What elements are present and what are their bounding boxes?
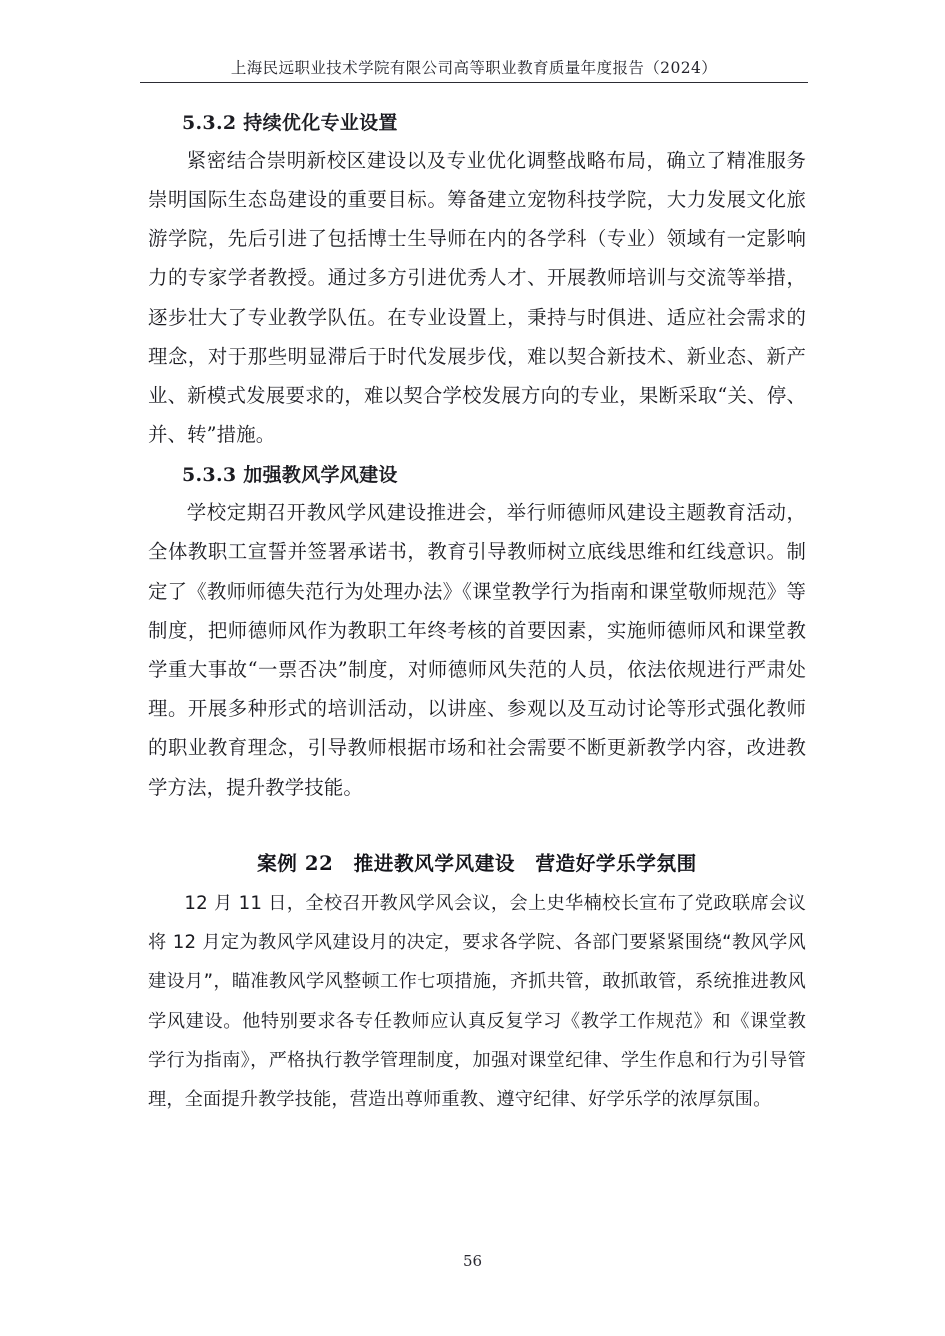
section-heading-5-3-3: 5.3.3 加强教风学风建设 xyxy=(182,464,398,487)
case-study-title: 案例 22 推进教风学风建设 营造好学乐学氛围 xyxy=(257,851,697,875)
section-paragraph-5-3-2: 紧密结合崇明新校区建设以及专业优化调整战略布局，确立了精准服务崇明国际生态岛建设的重要目标。筹备建立宠物科技学院，大力发展文化旅游学院，先后引进了包括博士生导师在内的各学科（专业）领域有一定影响力的专家学者教授。通过多方引进优秀人才、开展教师培训与交流等举措，逐步壮大了专业教学队伍。在专业设置上，秉持与时俱进、适应社会需求的理念，对于那些明显滞后于时代发展步伐，难以契合新技术、新业态、新产业、新模式发展要求的，难以契合学校发展方向的专业，果断采取“关、停、并、转”措施。 xyxy=(148,148,806,447)
case-study-body: 12 月 11 日，全校召开教风学风会议，会上史华楠校长宣布了党政联席会议将 12 月定为教风学风建设月的决定，要求各学院、各部门要紧紧围绕“教风学风建设月”，瞄准教风学风整顿工作七项措施，齐抓共管，敢抓敢管，系统推进教风学风建设。他特别要求各专任教师应认真反复学习《教学工作规范》和《课堂教学行为指南》，严格执行教学管理制度，加强对课堂纪律、学生作息和行为引导管理，全面提升教学技能，营造出尊师重教、遵守纪律、好学乐学的浓厚氛围。 xyxy=(148,893,806,1111)
section-heading-5-3-2: 5.3.2 持续优化专业设置 xyxy=(182,112,398,134)
header-title: 上海民远职业技术学院有限公司高等职业教育质量年度报告（2024） xyxy=(230,59,718,77)
header-divider xyxy=(140,82,808,83)
spacer-before-case xyxy=(148,807,806,847)
page-content xyxy=(148,108,806,1119)
page-number: 56 xyxy=(462,1252,483,1270)
running-header xyxy=(140,58,808,83)
section-paragraph-5-3-3: 学校定期召开教风学风建设推进会，举行师德师风建设主题教育活动，全体教职工宣誓并签署承诺书，教育引导教师树立底线思维和红线意识。制定了《教师师德失范行为处理办法》《课堂教学行为指南和课堂敬师规范》等制度，把师德师风作为教职工年终考核的首要因素，实施师德师风和课堂教学重大事故“一票否决”制度，对师德师风失范的人员，依法依规进行严肃处理。开展多种形式的培训活动，以讲座、参观以及互动讨论等形式强化教师的职业教育理念，引导教师根据市场和社会需要不断更新教学内容，改进教学方法，提升教学技能。 xyxy=(148,501,806,799)
